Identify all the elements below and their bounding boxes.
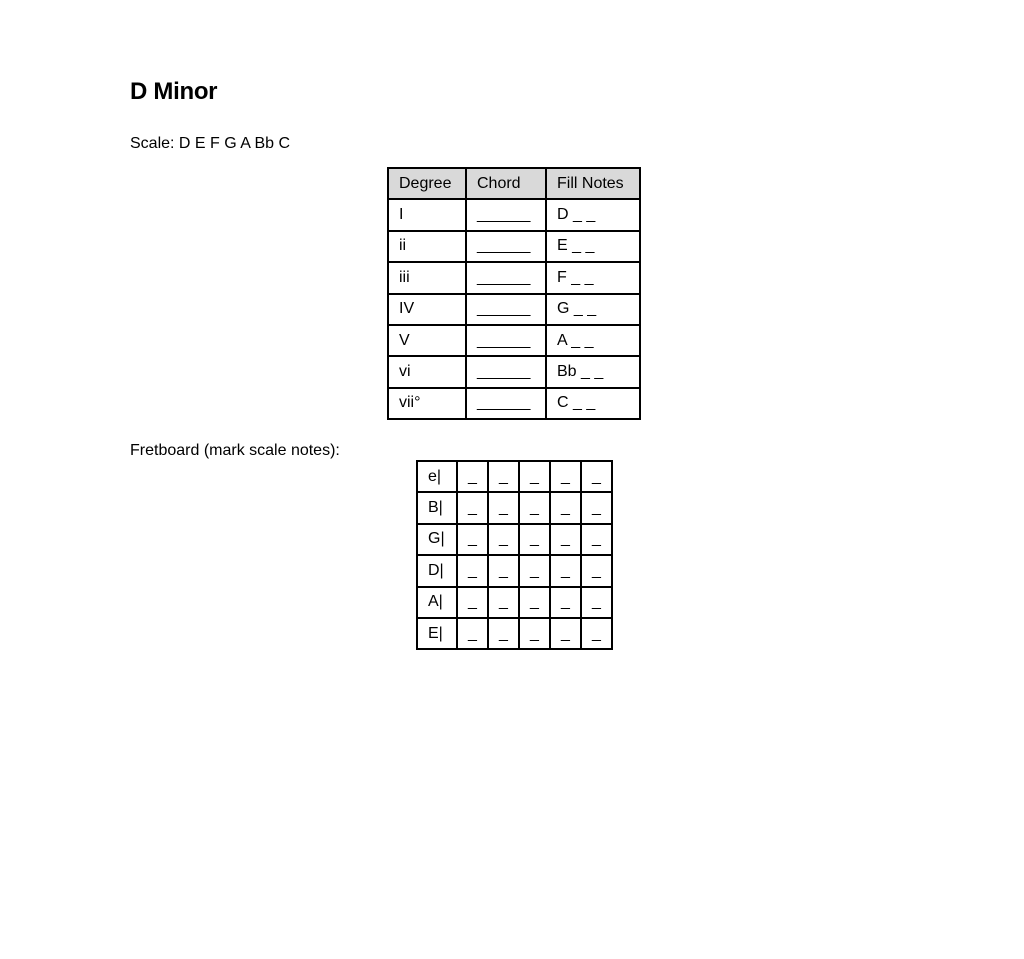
fret-blank: _	[581, 587, 612, 618]
string-label: G|	[417, 524, 457, 555]
chord-blank: ______	[466, 262, 546, 293]
fill-notes-cell: F _ _	[546, 262, 640, 293]
fret-blank: _	[550, 492, 581, 523]
degree-cell: I	[388, 199, 466, 230]
header-fill-notes: Fill Notes	[546, 168, 640, 199]
fret-blank: _	[519, 524, 550, 555]
chord-blank: ______	[466, 294, 546, 325]
fill-notes-cell: A _ _	[546, 325, 640, 356]
scale-text: Scale: D E F G A Bb C	[130, 135, 291, 152]
fret-blank: _	[550, 587, 581, 618]
chord-blank: ______	[466, 356, 546, 387]
fret-blank: _	[519, 587, 550, 618]
fret-blank: _	[488, 524, 519, 555]
table-row	[388, 356, 640, 387]
table-row	[388, 231, 640, 262]
fret-blank: _	[550, 618, 581, 649]
degree-cell: vii°	[388, 388, 466, 419]
string-label: D|	[417, 555, 457, 586]
fretboard-row	[417, 461, 612, 492]
fret-blank: _	[550, 555, 581, 586]
fretboard-row	[417, 618, 612, 649]
header-degree: Degree	[388, 168, 466, 199]
degree-cell: ii	[388, 231, 466, 262]
table-row	[388, 262, 640, 293]
chord-blank: ______	[466, 325, 546, 356]
fill-notes-cell: D _ _	[546, 199, 640, 230]
fret-blank: _	[457, 461, 488, 492]
fret-blank: _	[488, 492, 519, 523]
fill-notes-cell: C _ _	[546, 388, 640, 419]
fret-blank: _	[488, 587, 519, 618]
degree-cell: IV	[388, 294, 466, 325]
fret-blank: _	[519, 555, 550, 586]
fret-blank: _	[550, 524, 581, 555]
fret-blank: _	[519, 618, 550, 649]
fret-blank: _	[457, 587, 488, 618]
degree-cell: V	[388, 325, 466, 356]
table-row	[388, 325, 640, 356]
degree-cell: vi	[388, 356, 466, 387]
string-label: e|	[417, 461, 457, 492]
fretboard-row	[417, 587, 612, 618]
string-label: A|	[417, 587, 457, 618]
fretboard-row	[417, 492, 612, 523]
fretboard-label: Fretboard (mark scale notes):	[130, 442, 340, 459]
page-title: D Minor	[130, 78, 218, 105]
fretboard-row	[417, 524, 612, 555]
fret-blank: _	[550, 461, 581, 492]
fret-blank: _	[581, 618, 612, 649]
fretboard-table	[416, 460, 613, 650]
fret-blank: _	[457, 555, 488, 586]
fret-blank: _	[488, 461, 519, 492]
fret-blank: _	[457, 524, 488, 555]
fret-blank: _	[457, 492, 488, 523]
fret-blank: _	[581, 524, 612, 555]
fret-blank: _	[581, 555, 612, 586]
fill-notes-cell: E _ _	[546, 231, 640, 262]
degree-cell: iii	[388, 262, 466, 293]
string-label: E|	[417, 618, 457, 649]
table-row	[388, 199, 640, 230]
fret-blank: _	[488, 618, 519, 649]
fret-blank: _	[581, 492, 612, 523]
chord-table-header-row	[388, 168, 640, 199]
chord-blank: ______	[466, 199, 546, 230]
fretboard-row	[417, 555, 612, 586]
table-row	[388, 294, 640, 325]
fret-blank: _	[488, 555, 519, 586]
fret-blank: _	[581, 461, 612, 492]
table-row	[388, 388, 640, 419]
fret-blank: _	[457, 618, 488, 649]
chord-blank: ______	[466, 388, 546, 419]
header-chord: Chord	[466, 168, 546, 199]
fret-blank: _	[519, 492, 550, 523]
fill-notes-cell: Bb _ _	[546, 356, 640, 387]
string-label: B|	[417, 492, 457, 523]
chord-blank: ______	[466, 231, 546, 262]
chord-table	[387, 167, 641, 420]
fill-notes-cell: G _ _	[546, 294, 640, 325]
fret-blank: _	[519, 461, 550, 492]
